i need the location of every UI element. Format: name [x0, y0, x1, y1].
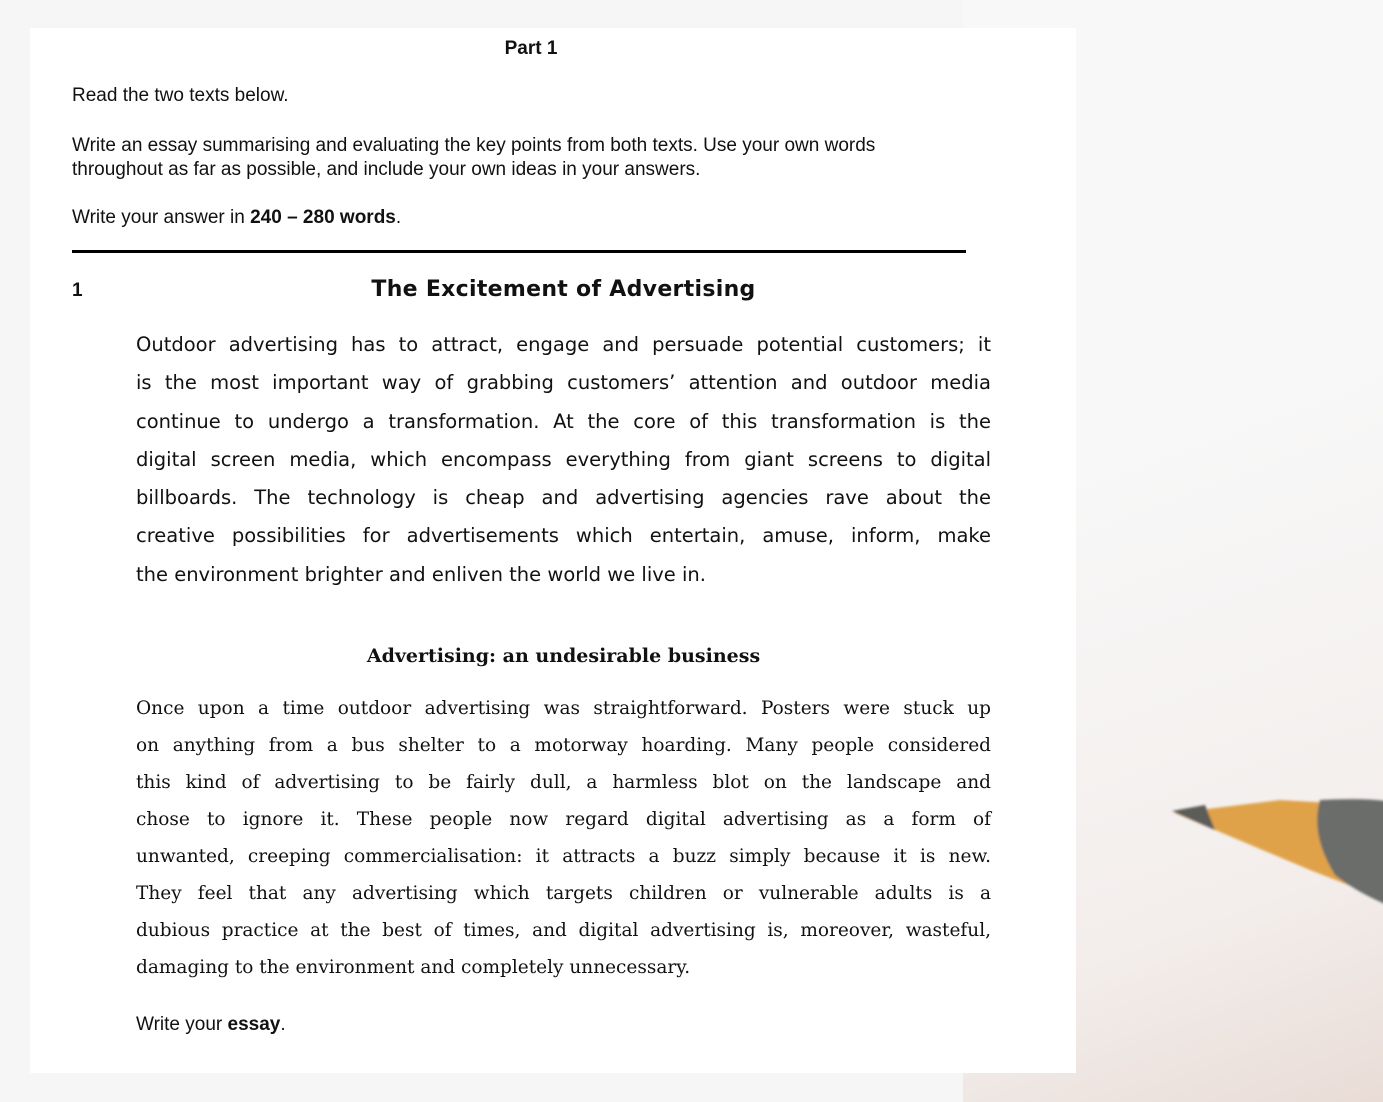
word-count-instruction — [72, 206, 401, 230]
count-suffix: . — [395, 207, 402, 228]
instruction-line: throughout as far as possible, and include your own ideas in your answers. — [72, 159, 701, 180]
essay-prefix: Write your — [136, 1014, 228, 1035]
essay-bold: essay — [227, 1014, 281, 1035]
part-heading: Part 1 — [504, 38, 558, 59]
paragraph-line: creative possibilities for advertisements which entertain, amuse, inform, make — [136, 524, 991, 548]
paragraph-line: They feel that any advertising which targets children or vulnerable adults is a — [136, 883, 991, 904]
paragraph-line: Once upon a time outdoor advertising was straightforward. Posters were stuck up — [136, 698, 991, 719]
paragraph-line: chose to ignore it. These people now regard digital advertising as a form of — [136, 809, 991, 830]
text1-body — [136, 326, 991, 594]
count-prefix: Write your answer in — [72, 207, 251, 228]
exam-page — [30, 28, 1076, 1073]
text2-body — [136, 690, 991, 986]
paragraph-line: digital screen media, which encompass everything from giant screens to digital — [136, 447, 991, 471]
divider — [72, 250, 966, 253]
instruction-write — [72, 134, 875, 182]
paragraph-line: unwanted, creeping commercialisation: it attracts a buzz simply because it is new. — [136, 846, 991, 867]
paragraph-line: continue to undergo a transformation. At the core of this transformation is the — [136, 409, 991, 433]
essay-suffix: . — [280, 1014, 286, 1035]
word-count: 240 – 280 words — [250, 207, 396, 228]
paragraph-line: damaging to the environment and completely unnecessary. — [136, 957, 691, 978]
paragraph-line: Outdoor advertising has to attract, engage and persuade potential customers; it — [136, 333, 991, 356]
paragraph-line: on anything from a bus shelter to a motorway hoarding. Many people considered — [136, 735, 991, 756]
instruction-read: Read the two texts below. — [72, 85, 289, 106]
text2-title: Advertising: an undesirable business — [366, 645, 761, 667]
paragraph-line: dubious practice at the best of times, and digital advertising is, moreover, wasteful, — [136, 920, 991, 941]
instruction-line: Write an essay summarising and evaluating the key points from both texts. Use your own words — [72, 135, 876, 156]
question-number: 1 — [72, 280, 83, 301]
paragraph-line: is the most important way of grabbing customers’ attention and outdoor media — [136, 371, 991, 395]
paragraph-line: billboards. The technology is cheap and advertising agencies rave about the — [136, 486, 991, 510]
text1-title: The Excitement of Advertising — [371, 277, 756, 302]
essay-instruction — [136, 1014, 286, 1036]
pencil-image — [1170, 795, 1383, 915]
paragraph-line: this kind of advertising to be fairly dull, a harmless blot on the landscape and — [136, 772, 991, 793]
paragraph-line: the environment brighter and enliven the world we live in. — [136, 562, 706, 586]
